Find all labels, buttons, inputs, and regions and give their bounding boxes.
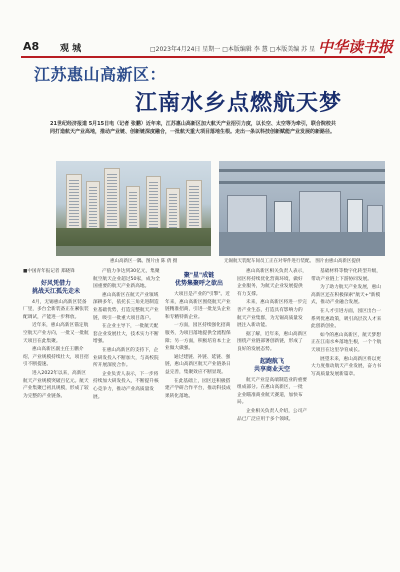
paragraph: 惠山高新区相关负责人表示，园区将持续优化营商环境，做好企业服务，为航天企业发展提供有力支撑。 <box>237 269 307 297</box>
paragraph: 未来，惠山高新区将进一步完善产业生态，打造具有影响力的航天产业集群，为无锡高质量发展注入新动能。 <box>237 300 307 329</box>
subhead-2: 聚"星"成链 优势集聚呼之欲出 <box>174 272 223 287</box>
paragraph: 为了助力航天产业发展，惠山高新区还在积极探索"航天+"新模式，推动产业融合发展。 <box>311 285 381 306</box>
paragraph: 一方面，园区持续强化招商服务，为项目落地提供全流程保障；另一方面，积极培育本土企业做大做强。 <box>165 323 231 352</box>
building <box>66 174 82 236</box>
paragraph: 近年来，惠山高新区锚定航空航天产业方向，一批又一批航天项目在此集聚。 <box>23 323 89 344</box>
column-2 <box>93 268 161 568</box>
page-header <box>0 0 400 60</box>
paragraph: 通过建链、补链、延链、强链，惠山高新区航天产业链条日益完善，集聚效应不断显现。 <box>165 354 231 375</box>
lead-bold: 走出一条以科技创新赋能产业发展的新路径。 <box>235 129 336 135</box>
author-byline: ■中国青年报记者 郑晓锋 <box>23 269 75 274</box>
ceiling-beam <box>219 169 385 172</box>
section-name: 观 城 <box>60 44 82 54</box>
floor <box>219 232 385 256</box>
subhead-1: 好风凭借力 挑战天江孤先走未 <box>31 279 80 295</box>
robot-arm <box>347 199 363 233</box>
machine <box>299 191 341 235</box>
paragraph: 惠山高新区在航天产业领域深耕多年，依托长三角先进制造业基础优势，打造完整航天产业链，吸引一批重大项目落户。 <box>93 292 159 321</box>
paragraph: 展望未来，惠山高新区将以更大力度推动航天产业发展，奋力书写高质量发展新篇章。 <box>311 356 382 377</box>
caption-left: 惠山高新区一隅。图片由 陈 倩 摄 <box>110 259 178 264</box>
article-kicker: 江苏惠山高新区： <box>34 65 167 84</box>
paragraph: 大项目是产业的"引擎"。近年来，惠山高新区围绕航天产业链精准招商，引进一批龙头企业和专精特新企业。 <box>165 292 231 320</box>
paragraph: 航天产业是高端制造业的重要组成部分。在惠山高新区，一批企业瞄准商业航天赛道，加快布局。 <box>237 377 307 406</box>
column-1 <box>23 268 89 568</box>
subhead-3: 起跑航飞 共享商业天空 <box>253 357 290 373</box>
paragraph: 4月，无锡惠山高新区装备厂里，多台全新装备正在紧张装配调试，产能进一步释放。 <box>23 299 89 320</box>
factory-photo <box>219 161 385 256</box>
paragraph: 惠山高新区副主任王鹏介绍，产业规模持续壮大，项目招引不断提速。 <box>23 347 89 368</box>
newspaper-logo: 中华读书报 <box>318 38 394 56</box>
building <box>104 168 120 236</box>
building <box>146 176 161 236</box>
article-headline: 江南水乡点燃航天梦 <box>135 90 343 116</box>
machine <box>367 205 383 235</box>
lead-text: 21世纪经济报道 5月15日电（记者 张鹏）近年来，江苏惠山高新区加大航天产业招引力度，以长空、太空等为牵引，联合院校共同打造航天产业高地，推动产业链、创新链深度融合，一批航天重大项目落地生根。 <box>50 121 336 135</box>
article-lead <box>50 120 340 136</box>
paragraph: 在此基础上，园区还积极搭建产学研合作平台，推动科技成果转化落地。 <box>165 378 231 399</box>
paragraph: 如今的惠山高新区，航天梦想正在江南水乡落地生根，一个个航天项目在这里孕育成长。 <box>311 332 382 353</box>
paragraph: 在人才引进方面，园区出台一系列优惠政策，吸引高层次人才来此创新创业。 <box>311 308 382 330</box>
city-photo <box>56 161 211 256</box>
paragraph: 基础材料等数字化转型升级，带动产业链上下游协同发展。 <box>311 269 381 282</box>
paragraph: 企业相关负责人介绍，公司产品已广泛应用于多个领域。 <box>237 408 307 422</box>
column-3 <box>165 268 233 568</box>
paragraph: 在惠山高新区的支持下，企业研发投入不断加大，与高校院所开展深度合作。 <box>93 347 159 369</box>
robot-arm <box>274 201 292 233</box>
paragraph: 企业负责人表示，下一步将持续加大研发投入，不断提升核心竞争力，推动产业高质量发展。 <box>93 371 159 400</box>
column-5 <box>311 268 385 568</box>
paragraph: 据了解，近年来，惠山高新区围绕产业链部署创新链，形成了良好的发展态势。 <box>237 331 307 352</box>
date-line: □2023年4月24日 星期一 □本版编辑 李 慧 □本版美编 苏 星 <box>150 46 316 53</box>
ceiling-beam <box>219 181 385 184</box>
water <box>56 246 211 256</box>
paragraph: 进入2022年以来，高新区航天产业规模突破百亿元。航天产业集聚已初具规模，形成了较为完整的产业链条。 <box>23 370 89 399</box>
page-number: A8 <box>23 40 40 53</box>
column-4 <box>237 268 307 568</box>
caption-right: 无锡航天装配车间员工正在对零件进行装配。 图片由惠山高新区提供 <box>224 259 361 264</box>
paragraph: 产值力争达到30亿元，集聚航空航天企业超过50家，成为全国重要的航天产业新高地。 <box>93 269 160 290</box>
machine <box>227 195 267 235</box>
paragraph: 在企业主导下，一批航天配套企业发展壮大，技术实力不断增强。 <box>93 324 159 345</box>
header-rule <box>21 56 385 58</box>
